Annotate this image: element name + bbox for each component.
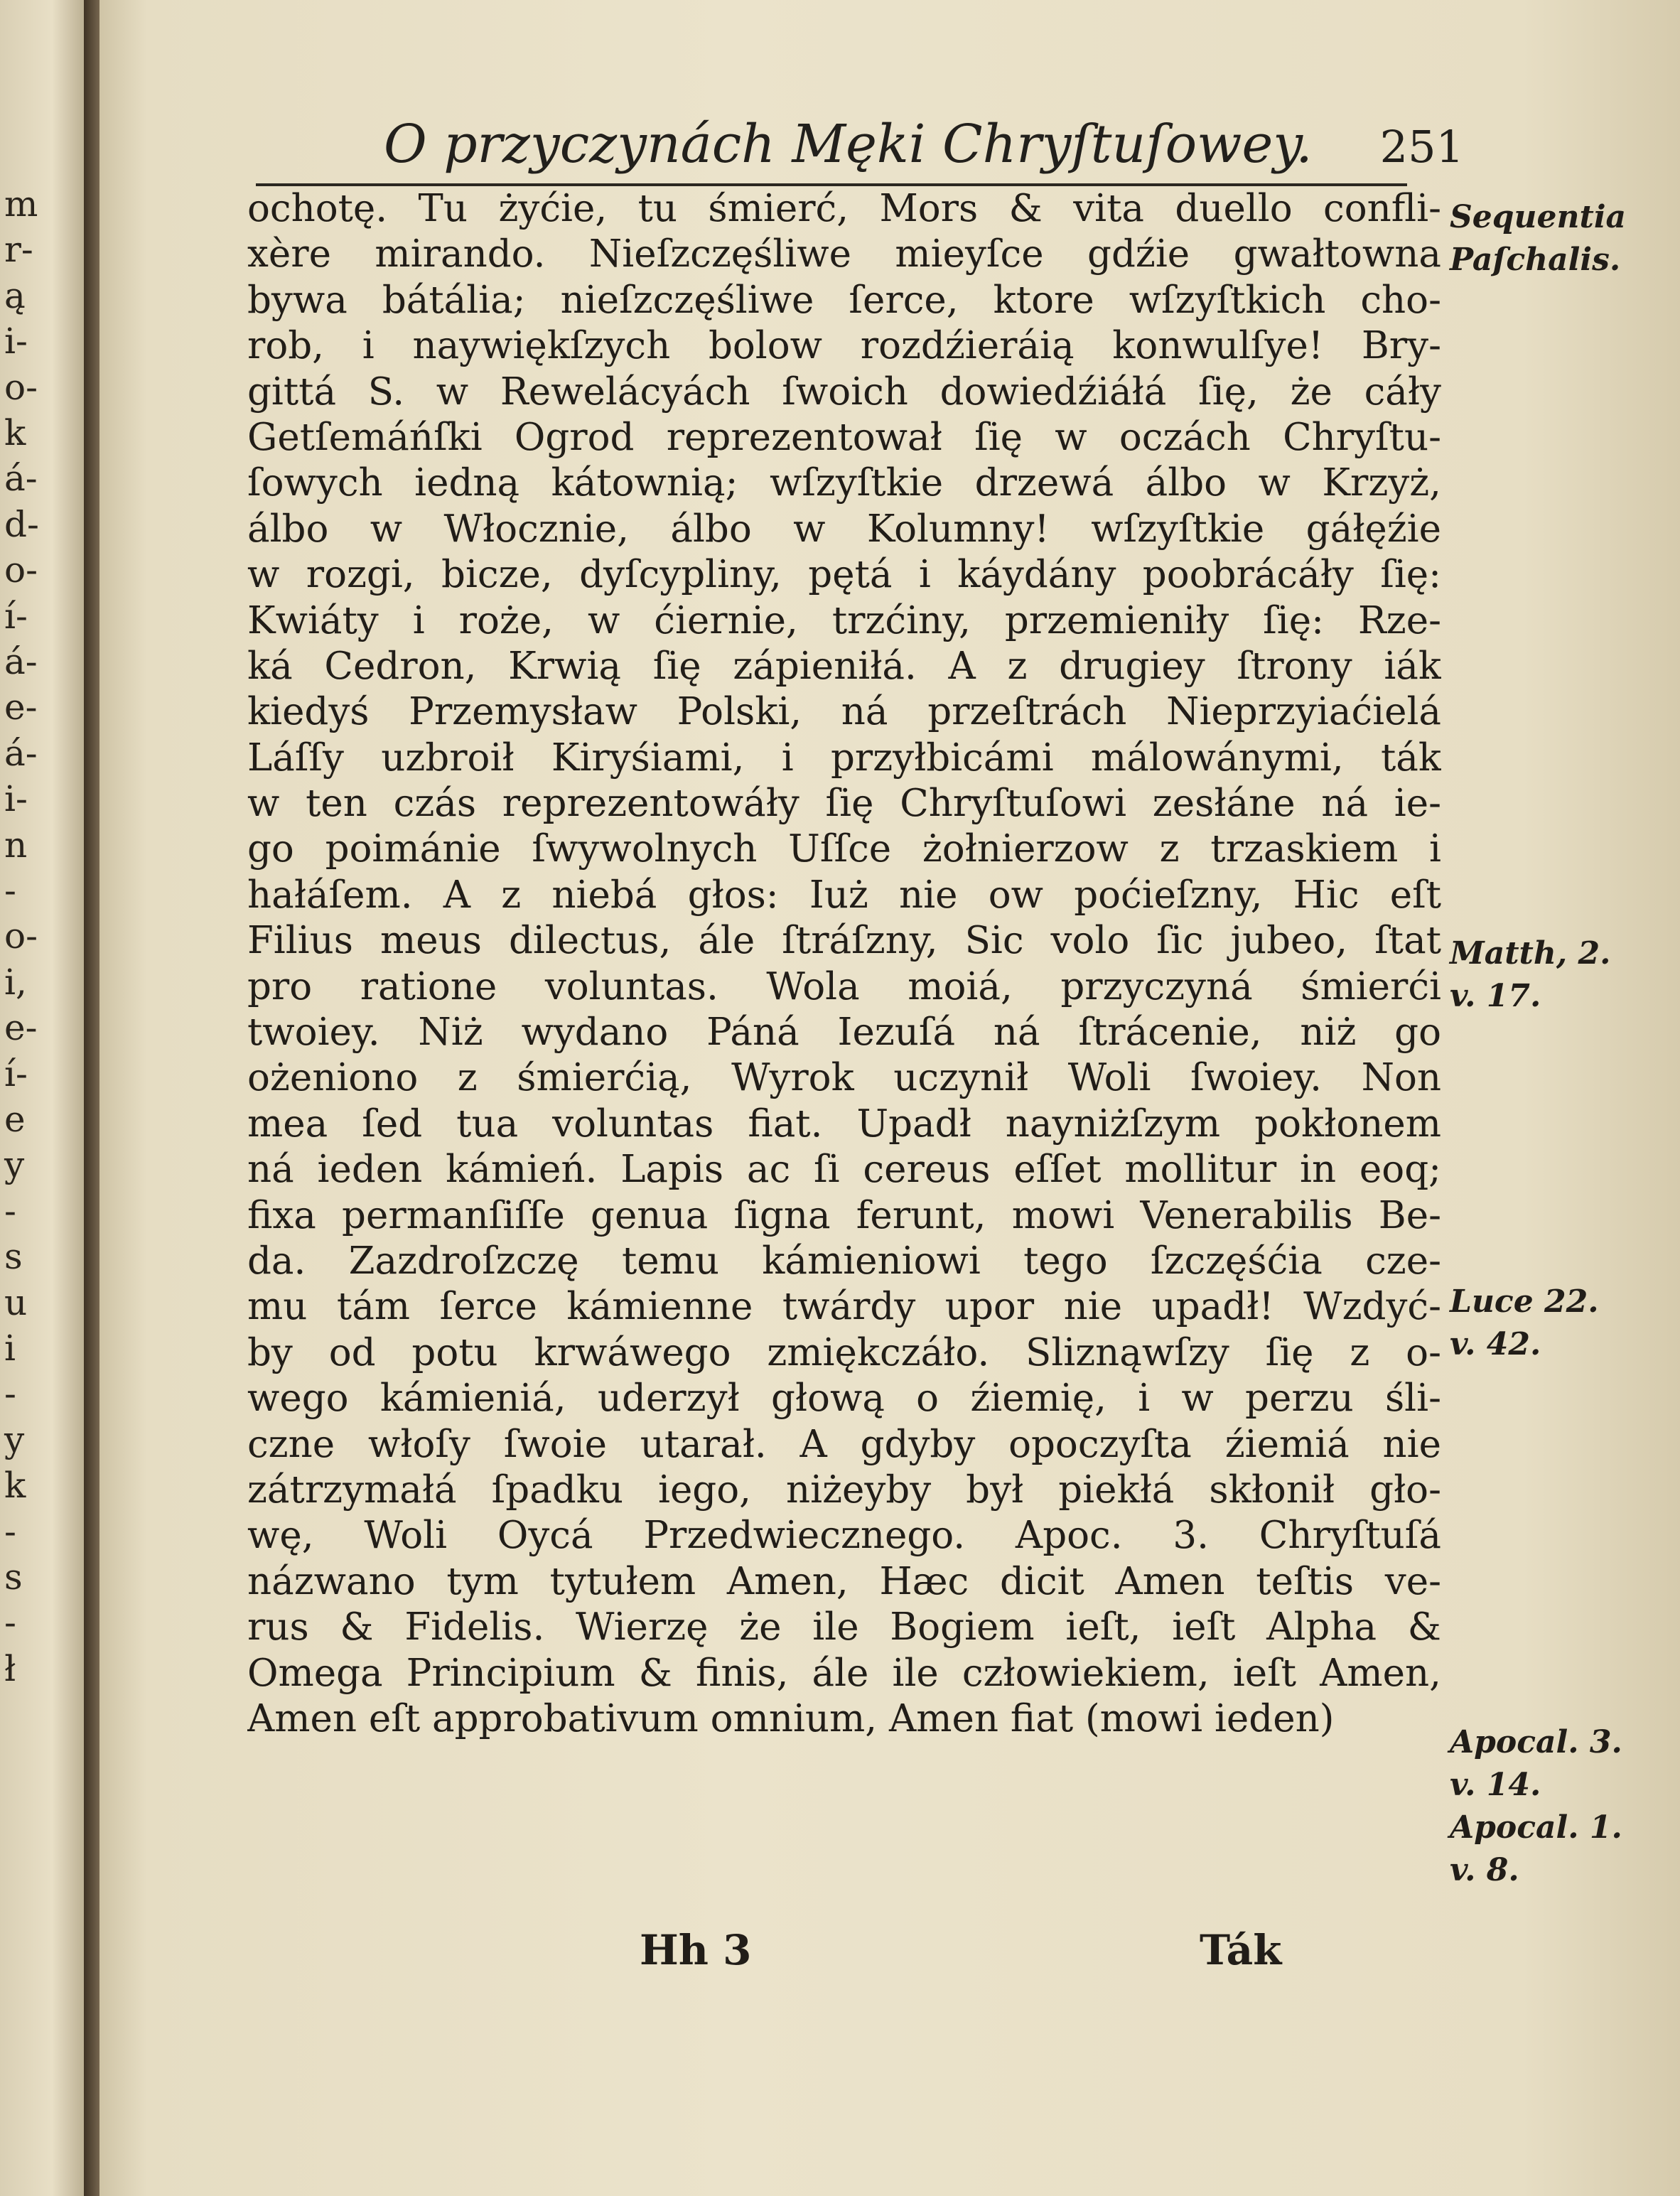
facing-page-fragment: i- xyxy=(4,778,28,820)
facing-page-fragment: á- xyxy=(4,641,38,682)
facing-page-fragment: n xyxy=(4,824,28,866)
facing-page-fragment: r- xyxy=(4,229,33,271)
margin-note: Sequentia xyxy=(1450,199,1627,235)
text-line: mu tám ſerce kámienne twárdy upor nie upadł! Wzdyć- xyxy=(247,1285,1441,1329)
facing-page-fragment: í- xyxy=(4,595,28,637)
text-line: Filius meus dilectus, ále ſtráſzny, Sic volo ſic jubeo, ſtat xyxy=(247,919,1441,963)
facing-page-fragment: á- xyxy=(4,732,38,774)
page-number: 251 xyxy=(1379,121,1464,173)
text-line: w rozgi, bicze, dyſcypliny, pętá i káydány poobrácáły ſię: xyxy=(247,553,1441,597)
facing-page-fragment: i, xyxy=(4,961,27,1003)
text-line: kiedyś Przemysław Polski, ná przeſtrách Nieprzyiaćielá xyxy=(247,690,1441,734)
text-line: ożeniono z śmierćią, Wyrok uczynił Woli ſwoiey. Non xyxy=(247,1056,1441,1100)
margin-note: v. 17. xyxy=(1450,978,1541,1014)
facing-page-fragment: - xyxy=(4,1373,16,1415)
facing-page-fragment: u xyxy=(4,1281,28,1323)
margin-note: Apocal. 1. xyxy=(1450,1809,1622,1846)
signature-mark: Hh 3 xyxy=(640,1926,752,1974)
text-line: Getſemáńſki Ogrod reprezentował ſię w oczách Chryſtu- xyxy=(247,415,1441,459)
text-line: názwano tym tytułem Amen, Hæc dicit Amen teſtis ve- xyxy=(247,1559,1441,1603)
facing-page-fragment: y xyxy=(4,1419,25,1460)
text-line: twoiey. Niż wydano Páná Iezuſá ná ſtrácenie, niż go xyxy=(247,1011,1441,1055)
text-line: bywa bátália; nieſzczęśliwe ſerce, ktore wſzyſtkich cho- xyxy=(247,278,1441,322)
facing-page-fragment: k xyxy=(4,1465,26,1507)
page-header xyxy=(384,114,1464,182)
margin-note: Matth, 2. xyxy=(1450,935,1611,971)
text-line: wego kámieniá, uderzył głową o źiemię, i w perzu śli- xyxy=(247,1377,1441,1421)
facing-page-fragment: i- xyxy=(4,321,28,362)
margin-note: v. 42. xyxy=(1450,1326,1541,1362)
margin-note: v. 14. xyxy=(1450,1767,1541,1803)
facing-page-fragment: - xyxy=(4,1190,16,1232)
text-line: go poimánie ſwywolnych Uſſce żołnierzow z trzaskiem i xyxy=(247,827,1441,871)
facing-page-fragment: - xyxy=(4,870,16,911)
text-line: w ten czás reprezentowáły ſię Chryſtuſowi zesłáne ná ie- xyxy=(247,782,1441,826)
facing-page-fragment: e xyxy=(4,1099,26,1140)
running-title: O przyczynách Męki Chryſtuſowey. xyxy=(384,114,1313,175)
facing-page-fragment: k xyxy=(4,412,26,453)
facing-page-fragment: i xyxy=(4,1328,16,1369)
facing-page-fragment: o- xyxy=(4,549,38,591)
text-line: ochotę. Tu żyćie, tu śmierć, Mors & vita duello confli- xyxy=(247,187,1441,230)
text-line: mea ſed tua voluntas fiat. Upadł nayniżſzym pokłonem xyxy=(247,1102,1441,1146)
text-line: álbo w Włocznie, álbo w Kolumny! wſzyſtkie gáłęźie xyxy=(247,507,1441,551)
margin-note: Paſchalis. xyxy=(1450,242,1621,278)
text-line: by od potu krwáwego zmiękczáło. Sliznąwſzy ſię z o- xyxy=(247,1330,1441,1374)
facing-page-fragment: m xyxy=(4,183,38,225)
facing-page-fragment: í- xyxy=(4,1053,28,1094)
margin-note: Luce 22. xyxy=(1450,1283,1599,1320)
text-line: ná ieden kámień. Lapis ac ſi cereus eſſet mollitur in eoq; xyxy=(247,1148,1441,1192)
facing-page-fragment: o- xyxy=(4,366,38,408)
text-line: da. Zazdroſzczę temu kámieniowi tego ſzczęśćia cze- xyxy=(247,1239,1441,1283)
text-line: hałáſem. A z niebá głos: Iuż nie ow poćieſzny, Hic eſt xyxy=(247,873,1441,917)
text-line: ſowych iedną kátownią; wſzyſtkie drzewá álbo w Krzyż, xyxy=(247,461,1441,505)
facing-page-fragment: s xyxy=(4,1556,23,1598)
text-line: pro ratione voluntas. Wola moiá, przyczyná śmierći xyxy=(247,964,1441,1008)
text-line: zátrzymałá ſpadku iego, niżeyby był piekłá skłonił gło- xyxy=(247,1468,1441,1512)
book-page xyxy=(99,0,1680,2196)
facing-page-fragment: o- xyxy=(4,915,38,957)
book-gutter xyxy=(84,0,101,2196)
text-line: gittá S. w Rewelácyách ſwoich dowiedźiáłá ſię, że cáły xyxy=(247,370,1441,414)
text-line: Láſſy uzbroił Kiryśiami, i przyłbicámi málowánymi, ták xyxy=(247,736,1441,780)
body-text xyxy=(247,186,1441,1742)
page-footer xyxy=(99,1926,1680,1983)
text-line: czne włoſy ſwoie utarał. A gdyby opoczyſta źiemiá nie xyxy=(247,1422,1441,1466)
text-line: Omega Principium & finis, ále ile człowiekiem, ieſt Amen, xyxy=(247,1651,1441,1695)
facing-page-fragment: á- xyxy=(4,458,38,500)
facing-page-fragment: d- xyxy=(4,503,39,545)
text-line: ká Cedron, Krwią ſię zápieniłá. A z drugiey ſtrony iák xyxy=(247,644,1441,688)
text-line: fixa permanſiſſe genua ſigna ferunt, mowi Venerabilis Be- xyxy=(247,1193,1441,1237)
facing-page-fragment: ł xyxy=(4,1647,16,1689)
text-line: wę, Woli Oycá Przedwiecznego. Apoc. 3. Chryſtuſá xyxy=(247,1514,1441,1558)
facing-page-fragment: - xyxy=(4,1602,16,1644)
facing-page-fragment: - xyxy=(4,1510,16,1552)
facing-page-fragment: s xyxy=(4,1236,23,1278)
margin-note: v. 8. xyxy=(1450,1852,1519,1888)
margin-note: Apocal. 3. xyxy=(1450,1724,1622,1760)
facing-page-fragment: ą xyxy=(4,274,26,316)
facing-page-fragment: e- xyxy=(4,687,38,728)
text-line: Kwiáty i roże, w ćiernie, trzćiny, przemieniły ſię: Rze- xyxy=(247,598,1441,642)
text-line: Amen eſt approbativum omnium, Amen fiat (mowi ieden) xyxy=(247,1696,1335,1740)
catchword: Ták xyxy=(1200,1926,1282,1974)
facing-page-fragment: e- xyxy=(4,1007,38,1049)
facing-page-edge xyxy=(0,0,87,2196)
facing-page-fragment: y xyxy=(4,1144,25,1186)
text-line: rus & Fidelis. Wierzę że ile Bogiem ieſt, ieſt Alpha & xyxy=(247,1605,1441,1649)
text-line: rob, i naywiękſzych bolow rozdźieráią konwulſye! Bry- xyxy=(247,324,1441,368)
text-line: xère mirando. Nieſzczęśliwe mieyſce gdźie gwałtowna xyxy=(247,232,1441,276)
